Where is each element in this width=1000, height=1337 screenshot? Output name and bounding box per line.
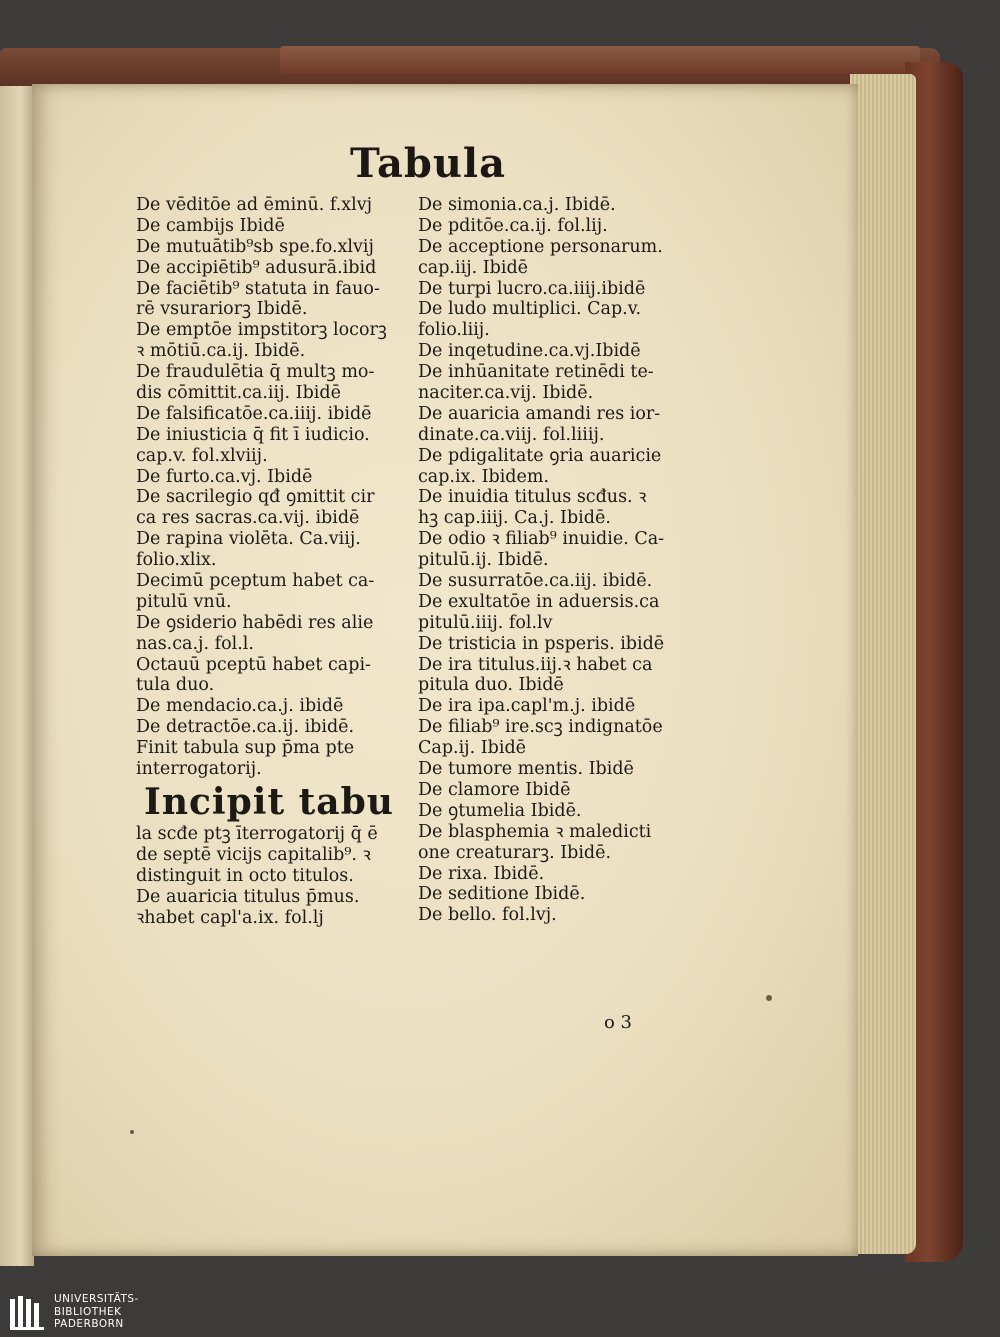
index-entry: pitulū.ij. Ibidē. [418,550,549,571]
index-entry: De ꝯsiderio habēdi res alie [136,612,374,633]
index-entry: cap.iij. Ibidē [418,257,529,278]
page-title: Tabula [350,140,507,187]
index-entry: De auaricia amandi res ior- [418,403,661,424]
library-name-line3: PADERBORN [54,1318,124,1330]
index-entry: De pditōe.ca.ij. fol.lij. [418,215,608,236]
index-entry: De fraudulētia q̄ multꝫ mo- [136,362,375,383]
incipit-heading: Incipit tabu [144,780,394,823]
footer-bar [0,1287,1000,1337]
index-entry: De rixa. Ibidē. [418,863,545,884]
index-entry: De seditione Ibidē. [418,884,586,905]
index-entry: Cap.ij. Ibidē [418,738,527,759]
index-entry: De detractōe.ca.ij. ibidē. [136,717,355,738]
index-entry: Decimū pceptum habet ca- [136,571,375,592]
index-entry: De cambijs Ibidē [136,215,285,236]
index-entry: De iniusticia q̄ fit ī iudicio. [136,424,370,445]
index-entry: De acceptione personarum. [418,236,663,257]
index-entry: De accipiētib⁹ adusurā.ibid [136,257,377,278]
index-entry: De ludo multiplici. Cap.v. [418,299,642,320]
index-entry: nas.ca.j. fol.l. [136,633,254,654]
library-name-line2: BIBLIOTHEK [54,1305,122,1318]
index-entry: naciter.ca.vij. Ibidē. [418,383,594,404]
left-column-entries-after [136,824,398,928]
index-entry: De inqetudine.ca.vj.Ibidē [418,341,641,362]
index-entry: distinguit in octo titulos. [136,865,354,886]
page-edges [850,74,916,1254]
index-entry: De ꝯtumelia Ibidē. [418,800,582,821]
index-entry: De faciētib⁹ statuta in fauo- [136,278,380,299]
index-entry: De exultatōe in aduersis.ca [418,591,660,612]
right-column [418,195,680,926]
index-entry: pitula duo. Ibidē [418,675,564,696]
index-entry: De falsificatōe.ca.iiij. ibidē [136,403,372,424]
index-entry: De mendacio.ca.j. ibidē [136,696,344,717]
index-entry: De tristicia in psperis. ibidē [418,633,665,654]
index-entry: De filiab⁹ ire.scꝫ indignatōe [418,717,663,738]
left-column [136,195,398,928]
index-entry: Octauū pceptū habet capi- [136,654,371,675]
index-entry: la scđe ptꝫ īterrogatorij q̄ ē [136,823,378,844]
index-entry: De emptōe impstitorꝫ locorꝫ [136,320,387,341]
index-entry: De odio ꝛ filiab⁹ inuidie. Ca- [418,529,665,550]
index-entry: one creaturarꝫ. Ibidē. [418,842,612,863]
index-entry: dinate.ca.viij. fol.liiij. [418,424,605,445]
index-entry: De sacrilegio qđ ꝯmittit cir [136,487,375,508]
library-logo-icon [8,1293,48,1331]
page-speck [766,995,772,1001]
index-entry: ꝛ mōtiū.ca.ij. Ibidē. [136,341,306,362]
index-entry: De tumore mentis. Ibidē [418,759,634,780]
right-column-entries [418,195,680,926]
left-page-edge [0,86,34,1266]
index-entry: interrogatorij. [136,759,262,780]
index-entry: cap.v. fol.xlviij. [136,445,268,466]
index-entry: De rapina violēta. Ca.viij. [136,529,361,550]
library-name [54,1293,139,1331]
index-entry: De vēditōe ad ēminū. f.xlvj [136,195,373,215]
index-entry: De pdigalitate ꝯria auaricie [418,445,662,466]
index-entry: De furto.ca.vj. Ibidē [136,466,313,487]
left-column-entries [136,195,398,780]
index-entry: De ira ipa.capl'm.j. ibidē [418,696,636,717]
index-entry: De mutuātib⁹sb spe.fo.xlvij [136,236,374,257]
index-entry: ꝛhabet capl'a.ix. fol.lj [136,907,324,928]
index-entry: folio.liij. [418,320,490,341]
index-entry: De inhūanitate retinēdi te- [418,362,654,383]
index-entry: rē vsurariorꝫ Ibidē. [136,299,308,320]
index-entry: pitulū.iiij. fol.lv [418,612,553,633]
signature-mark: o 3 [604,1012,633,1033]
index-entry: De bello. fol.lvj. [418,905,557,926]
index-entry: tula duo. [136,675,215,696]
page-speck [130,1130,134,1134]
index-entry: de septē vicijs capitalib⁹. ꝛ [136,844,371,865]
index-entry: De blasphemia ꝛ maledicti [418,821,652,842]
index-entry: De clamore Ibidē [418,779,571,800]
index-entry: De inuidia titulus scđus. ꝛ [418,487,647,508]
index-entry: De turpi lucro.ca.iiij.ibidē [418,278,646,299]
book-cover-spine-edge [280,46,920,74]
index-entry: De ira titulus.iij.ꝛ habet ca [418,654,653,675]
library-name-line1: UNIVERSITÄTS- [54,1293,139,1305]
index-entry: hꝫ cap.iiij. Ca.j. Ibidē. [418,508,611,529]
index-entry: De auaricia titulus p̄mus. [136,886,360,907]
index-entry: Finit tabula sup p̄ma pte [136,738,355,759]
index-entry: ca res sacras.ca.vij. ibidē [136,508,360,529]
index-entry: pitulū vnū. [136,591,232,612]
index-entry: De simonia.ca.j. Ibidē. [418,195,616,215]
index-entry: De susurratōe.ca.iij. ibidē. [418,571,653,592]
index-entry: cap.ix. Ibidem. [418,466,550,487]
index-entry: folio.xlix. [136,550,217,571]
index-entry: dis cōmittit.ca.iij. Ibidē [136,383,341,404]
